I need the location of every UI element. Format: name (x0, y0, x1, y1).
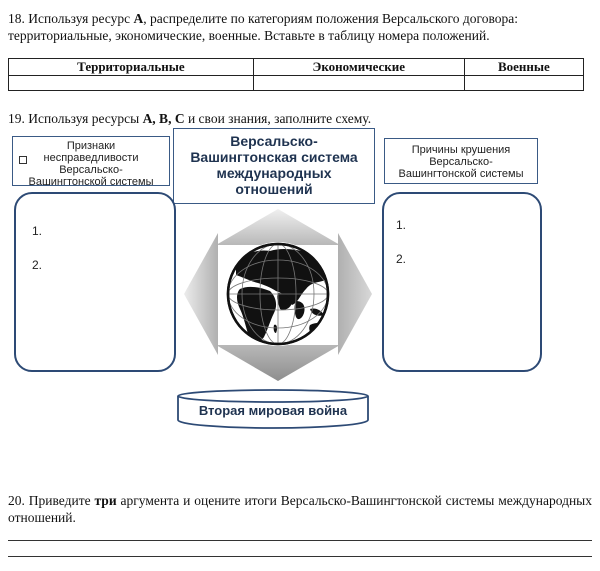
ww2-label: Вторая мировая война (198, 403, 348, 418)
injustice-signs-box[interactable] (14, 192, 176, 372)
q18-text-pre: Используя ресурс (24, 11, 134, 26)
answer-line[interactable] (8, 540, 592, 541)
arrow-right-icon (338, 233, 372, 355)
left-item-1: 1. (32, 224, 43, 238)
answer-line[interactable] (8, 556, 592, 557)
right-item-2: 2. (396, 252, 407, 266)
table-header-row (9, 59, 584, 76)
q19-number: 19. (8, 111, 25, 126)
injustice-signs-label (12, 136, 170, 186)
q18-number: 18. (8, 11, 25, 26)
cell-economic[interactable] (253, 76, 464, 91)
cell-military[interactable] (464, 76, 583, 91)
globe-diagram (178, 205, 378, 383)
header-military: Военные (464, 59, 583, 76)
question-18 (8, 10, 592, 44)
question-19 (8, 110, 592, 127)
system-title-box (173, 128, 375, 204)
globe-icon (226, 242, 332, 346)
q19-text-pre: Используя ресурсы (24, 111, 143, 126)
q20-bold-word: три (94, 493, 117, 508)
question-20 (8, 492, 592, 526)
header-economic: Экономические (253, 59, 464, 76)
q20-number: 20. (8, 493, 25, 508)
right-item-1: 1. (396, 218, 407, 232)
q19-resources: А, В, С (142, 111, 185, 126)
arrow-down-icon (216, 345, 340, 381)
table-row (9, 76, 584, 91)
left-item-2: 2. (32, 258, 43, 272)
collapse-reasons-text: Причины крушения Версальско- Вашингтонской системы (398, 144, 524, 180)
q20-text-pre: Приведите (24, 493, 95, 508)
q19-text-post: и свои знания, заполните схему. (184, 111, 372, 126)
injustice-signs-text: Признаки несправедливости Версальско- Вашингтонской системы (28, 140, 154, 188)
header-territorial: Территориальные (9, 59, 254, 76)
collapse-reasons-label (384, 138, 538, 184)
q18-text-post: , распределите по категориям положения Версальского договора: территориальные, экономические, военные. Вставьте в таблицу номера положений. (8, 11, 518, 43)
categories-table (8, 58, 584, 91)
arrow-up-icon (216, 209, 340, 245)
system-title-text: Версальско- Вашингтонская система международных отношений (190, 133, 358, 197)
cell-territorial[interactable] (9, 76, 254, 91)
collapse-reasons-box[interactable] (382, 192, 542, 372)
q20-text-post: аргумента и оцените итоги Версальско-Вашингтонской системы международных отношений. (8, 493, 592, 525)
arrow-left-icon (184, 233, 218, 355)
q18-resource: А (133, 11, 144, 26)
